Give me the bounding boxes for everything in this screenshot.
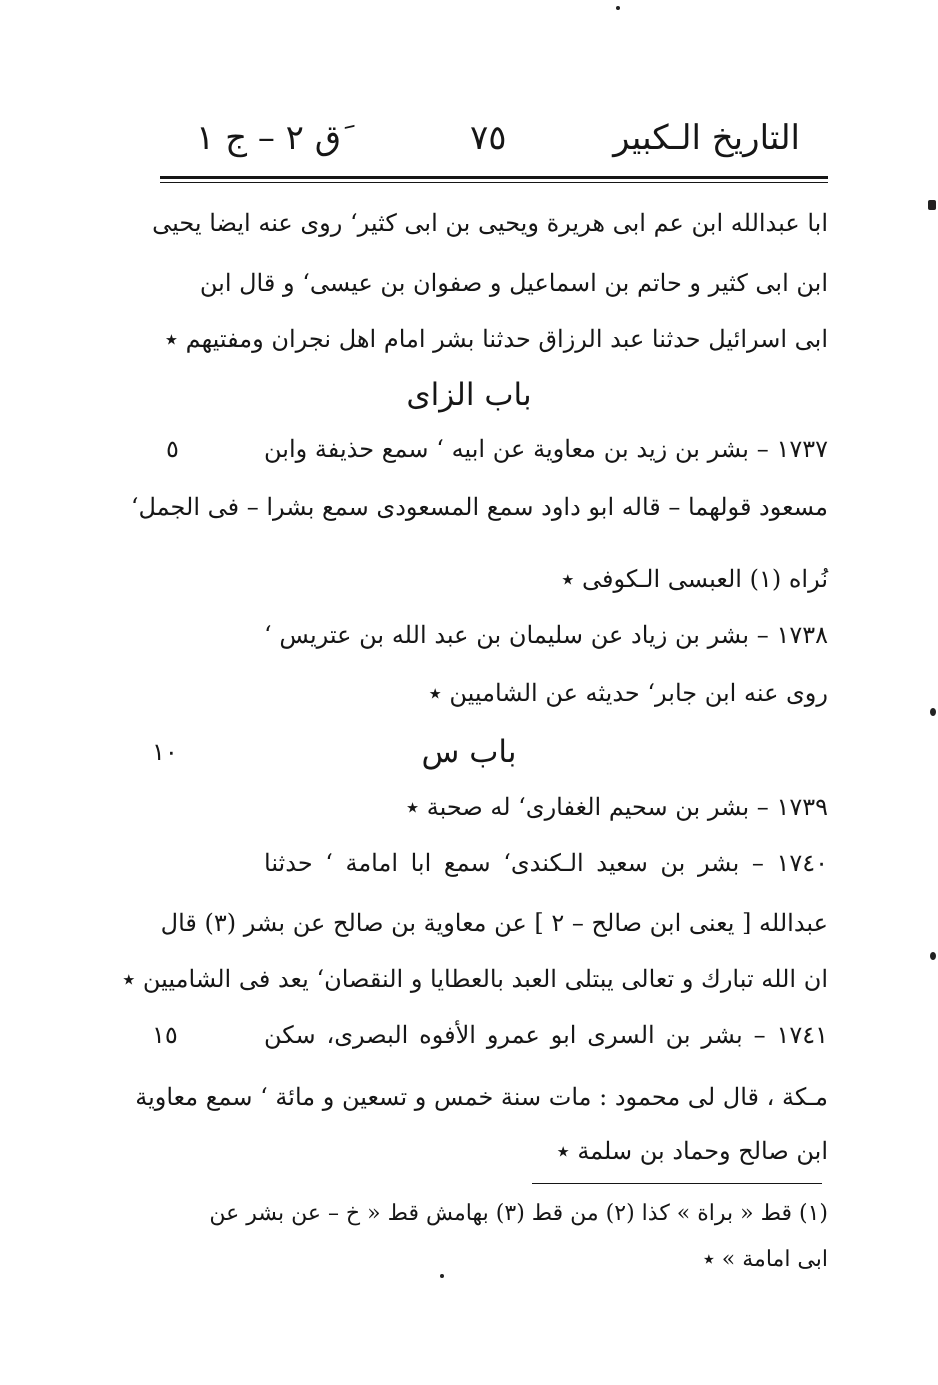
entry-1740: ١٧٤٠ – بشر بن سعید الـکندی‘ سمع ابا امامة ‘ حدثنا — [264, 849, 828, 877]
text-line: ان الله تبارك و تعالی یبتلی العبد بالعطایا و النقصان‘ یعد فی الشامیین ٭ — [122, 965, 828, 993]
page-edge-mark — [928, 200, 936, 210]
header-rule-thick — [160, 176, 828, 179]
text-line: ابن صالح وحماد بن سلمة ٭ — [556, 1137, 828, 1165]
running-title: التاريخ الـكبير — [613, 118, 800, 158]
section-heading-zay: باب الزای — [406, 377, 532, 413]
footnote-line: ابی امامة » ٭ — [702, 1247, 828, 1272]
line-number: ٥ — [166, 435, 179, 463]
line-number: ١٠ — [152, 738, 178, 766]
page-edge-mark — [930, 708, 936, 716]
entry-1741: ١٧٤١ – بشر بن السری ابو عمرو الأفوه البصری، سکن — [264, 1021, 828, 1049]
text-line: ابی اسرائیل حدثنا عبد الرزاق حدثنا بشر امام اهل نجران ومفتیهم ٭ — [164, 325, 828, 353]
text-line: روی عنه ابن جابر‘ حدیثه عن الشامیین ٭ — [428, 679, 828, 707]
text-line: نُراه (١) العبسی الـکوفی ٭ — [561, 565, 828, 593]
text-line: مسعود قولهما – قاله ابو داود سمع المسعودی سمع بشرا – فی الجمل‘ — [130, 493, 828, 521]
text-line: عبدالله [ یعنی ابن صالح – ٢ ] عن معاویة بن صالح عن بشر (٣) قال — [160, 909, 828, 937]
speck-mark — [440, 1274, 444, 1278]
footnote-rule — [532, 1183, 822, 1184]
footnote-line: (١) قط « براة » كذا (٢) من قط (٣) بهامش قط « خ – عن بشر عن — [209, 1201, 828, 1226]
line-number: ١٥ — [152, 1021, 178, 1049]
page-edge-mark — [930, 952, 936, 960]
text-line: ابن ابی کثیر و حاتم بن اسماعیل و صفوان بن عیسی‘ و قال ابن — [199, 269, 828, 297]
text-line: مـکة ، قال لی محمود : مات سنة خمس و تسعین و مائة ‘ سمع معاویة — [135, 1083, 828, 1111]
page-number: ٧٥ — [470, 118, 507, 158]
entry-1738: ١٧٣٨ – بشر بن زیاد عن سلیمان بن عبد الله بن عتریس ‘ — [264, 621, 828, 649]
section-heading-sin: باب س — [421, 734, 517, 770]
text-line: ابا عبدالله ابن عم ابی هریرة ویحیی بن ابی کثیر‘ روی عنه ایضا یحیی — [152, 209, 828, 237]
speck-mark — [616, 6, 620, 10]
entry-1739: ١٧٣٩ – بشر بن سحیم الغفاری‘ له صحبة ٭ — [406, 793, 828, 821]
entry-1737: ١٧٣٧ – بشر بن زید بن معاویة عن ابیه ‘ سمع حذیفة وابن — [264, 435, 828, 463]
header-rule-thin — [160, 182, 828, 183]
volume-reference: َق ٢ – ج ١ — [196, 118, 342, 158]
